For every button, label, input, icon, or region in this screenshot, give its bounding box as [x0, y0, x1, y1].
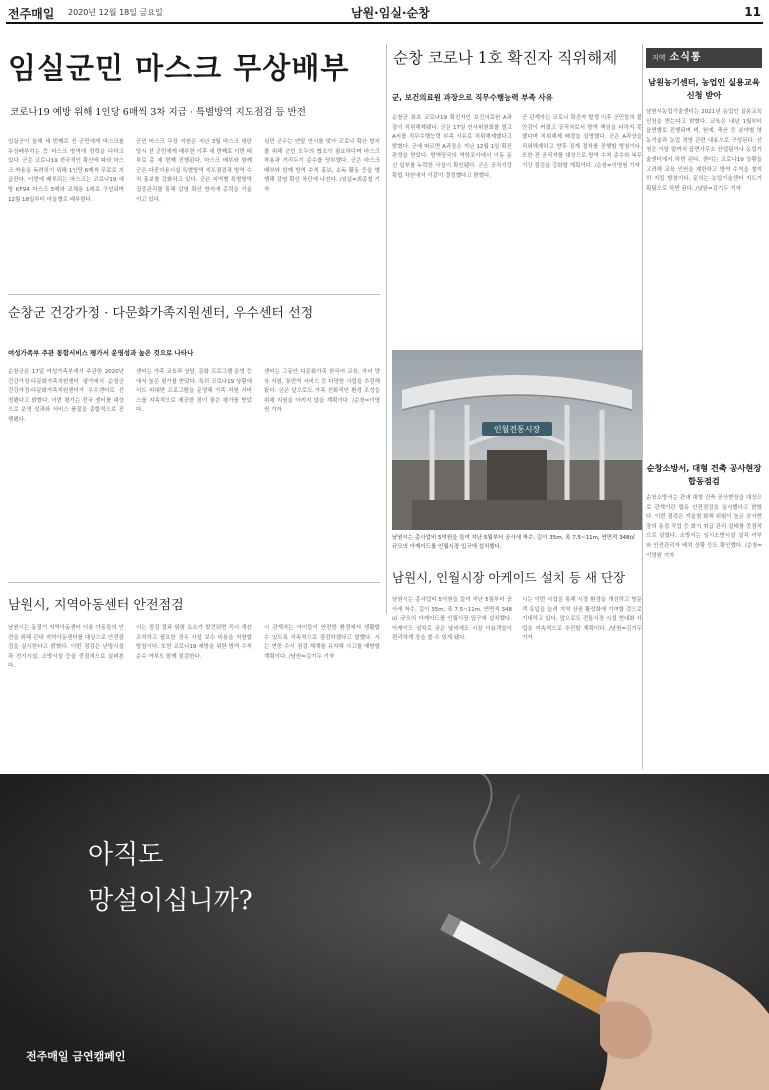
page-header: [6, 2, 763, 24]
article4-col: 시는 점검 결과 위험 요소가 발견되면 즉시 개선 조치하고 필요한 경우 시설 보수 비용을 지원할 방침이다. 또한 코로나19 예방을 위한 방역 수칙 준수 여부도 함께 점검한다.: [136, 625, 252, 660]
page-number: 11: [744, 5, 761, 19]
article1-subhead: 코로나19 예방 위해 1인당 6매씩 3차 지급 · 특별방역 지도점검 등 반전: [10, 107, 306, 118]
publication-name: 전주매일: [8, 7, 55, 21]
antismoking-ad: [0, 774, 769, 1090]
ad-line2: 망설이십니까?: [88, 886, 253, 916]
sidebar-news: [646, 48, 762, 773]
divider: [8, 294, 380, 295]
article4-col: 남원시는 동절기 지역아동센터 이용 아동들의 안전을 위해 관내 지역아동센터를 대상으로 안전점검을 실시한다고 밝혔다. 이번 점검은 난방시설과 전기시설, 소방시설 등을 중점적으로 살펴본다.: [8, 625, 124, 670]
article5-col: 시는 이번 사업을 통해 시장 환경을 개선하고 방문객 유입을 늘려 지역 상권 활성화에 기여할 것으로 기대하고 있다. 앞으로도 전통시장 시설 현대화 사업을 지속적으로 추진할 계획이다. /남원=김기두 기자: [522, 597, 642, 642]
article5-body: [392, 596, 642, 761]
market-sign: 인월전통시장: [493, 425, 541, 434]
column-rule: [386, 44, 387, 614]
article3-col: 센터는 가족 교육과 상담, 문화 프로그램 운영 등에서 높은 평가를 받았다. 특히 코로나19 상황에서도 비대면 프로그램을 운영해 가족 지원 서비스를 지속적으로 제공한 점이 좋은 평가를 받았다.: [136, 369, 252, 414]
article1-body: [8, 138, 380, 288]
article5-headline: 남원시, 인월시장 아케이드 설치 등 새 단장: [392, 570, 626, 585]
article4-col: 시 관계자는 아이들이 안전한 환경에서 생활할 수 있도록 지속적으로 점검하겠다고 말했다. 시는 연중 수시 점검 체계를 유지해 사고를 예방할 계획이다. /남원=김기두 기자: [264, 625, 380, 660]
divider: [8, 582, 380, 583]
article1-col: 임실군이 올해 세 번째로 전 군민에게 마스크를 무상배부하는 등 마스크 방역에 전력을 다하고 있다. 군은 코로나19 전국적인 확산에 따라 마스크 착용을 독려하기 위해 1인당 6매씩 무료로 지급한다. 이번에 배부되는 마스크는 코로나19 예방 KF94 마스크 5매와 교체용 1매로 구성되며 12월 18일부터 마을별로 배부한다.: [8, 139, 124, 203]
market-arcade-photo: [392, 350, 642, 530]
article4-headline: 남원시, 지역아동센터 안전점검: [8, 598, 184, 613]
article4-body: [8, 624, 380, 764]
article2-body: [392, 114, 642, 334]
sidebar-item2-title: 순창소방서, 대형 건축 공사현장 합동점검: [646, 463, 762, 486]
ad-line1: 아직도: [88, 840, 164, 870]
article1-col: 심민 군수는 연말 연시를 맞아 코로나 확산 방지를 위해 군민 모두의 협조가 필요하다며 마스크 착용과 거리두기 준수를 당부했다. 군은 마스크 배부와 함께 방역 수칙 홍보, 소독 활동 등을 병행해 감염 확산 차단에 나선다. /임실=최종철 기자: [264, 139, 380, 193]
article2-col: 군 관계자는 코로나 확진자 발생 이후 군민들의 불안감이 커졌고 공직자로서 방역 책임을 다하지 못했다며 직위해제 배경을 설명했다. 군은 A과장을 직위해제하고 향후 징계 절차를 진행할 방침이다. 또한 전 공직자를 대상으로 방역 수칙 준수와 복무 기강 점검을 강화할 계획이다. /순창=이영원 기자: [522, 115, 642, 169]
issue-date: 2020년 12월 18일 금요일: [68, 8, 163, 17]
article3-headline: 순창군 건강가정 · 다문화가족지원센터, 우수센터 선정: [8, 306, 314, 321]
sidebar-label: 지역: [652, 54, 666, 62]
sidebar-header: [646, 48, 762, 68]
sidebar-title: 소식통: [669, 52, 702, 63]
section-name: 남원·임실·순창: [351, 6, 430, 20]
article3-subhead: 여성가족부 주관 통합서비스 평가서 운영성과 높은 것으로 나타나: [8, 349, 194, 357]
sidebar-item1-title: 남원농기센터, 농업인 실용교육 신청 받아: [648, 77, 760, 100]
sidebar-item1-body: 남원시농업기술센터는 2021년 농업인 실용교육 신청을 받는다고 밝혔다. 교육은 내년 1월부터 읍면별로 진행되며 벼, 원예, 축산 등 분야별 영농기술과 농업 경영 관련 내용으로 구성된다. 신청은 이달 말까지 읍면사무소 산업팀이나 농업기술센터에서 하면 된다. 센터는 코로나19 상황을 고려해 교육 인원을 제한하고 방역 수칙을 철저히 지킬 방침이다. 문의는 농업기술센터 지도기획팀으로 하면 된다. /남원=김기두 기자: [646, 109, 762, 192]
photo-caption: 남원시는 총사업비 5억원을 들여 지난 5월부터 공사에 착수, 길이 35m, 폭 7.5~11m, 연면적 348㎡ 규모의 아케이드를 인월시장 입구에 설치했다.: [392, 535, 636, 550]
article1-headline: 임실군민 마스크 무상배부: [8, 51, 350, 85]
article2-headline: 순창 코로나 1호 확진자 직위해제: [393, 49, 618, 67]
column-rule: [642, 44, 643, 769]
article3-body: [8, 368, 380, 578]
sidebar-item2-body: 순창소방서는 관내 대형 건축 공사현장을 대상으로 관계기관 합동 안전점검을 실시했다고 밝혔다. 이번 점검은 겨울철 화재 위험이 높은 공사현장의 용접 작업 등 화기 취급 관리 실태를 중점적으로 살폈다. 소방서는 임시소방시설 설치 여부와 안전관리자 배치 상황 등도 확인했다. /순창=이영원 기자: [646, 495, 762, 559]
article3-col: 순창군은 17일 여성가족부에서 주관한 2020년 건강가정·다문화가족지원센터 평가에서 순창군 건강가정·다문화가족지원센터가 우수센터로 선정됐다고 밝혔다. 이번 평가는 전국 센터를 대상으로 운영 성과와 서비스 품질을 종합적으로 진행됐다.: [8, 369, 124, 423]
article2-subhead: 군, 보건의료원 과장으로 직무수행능력 부족 사유: [392, 93, 553, 102]
article1-col: 군민 마스크 무상 지원은 지난 3월 마스크 대란 당시 전 군민에게 배부한 이후 세 번째로 이번 배부로 총 세 번째 진행된다. 마스크 배부와 함께 군은 다중이용시설 특별방역 지도점검과 방역 수칙 홍보를 강화하고 있다. 군은 지역별 특별방역 집중관리를 통해 감염 확산 방지에 총력을 기울이고 있다.: [136, 139, 252, 203]
article2-col: 순창군 최초 코로나19 확진자인 보건의료원 A과장이 직위해제됐다. 군은 17일 인사위원회를 열고 A씨를 직무수행능력 부족 사유로 직위해제했다고 밝혔다. 군에 따르면 A과장은 지난 12월 1일 확진 판정을 받았다. 방역당국의 역학조사에서 이동 동선 일부를 누락한 사실이 확인됐다. 군은 공직기강 확립 차원에서 이같이 결정했다고 밝혔다.: [392, 115, 512, 179]
article5-col: 남원시는 총사업비 5억원을 들여 지난 5월부터 공사에 착수, 길이 35m, 폭 7.5~11m, 연면적 348㎡ 규모의 아케이드를 인월시장 입구에 설치했다. 아케이드 설치로 궂은 날씨에도 시장 이용객들이 편리하게 장을 볼 수 있게 됐다.: [392, 597, 512, 642]
ad-footer: 전주매일 금연캠페인: [26, 1050, 126, 1063]
article3-col: 센터는 그동안 다문화가족 한국어 교육, 자녀 양육 지원, 통번역 서비스 등 다양한 사업을 추진해 왔다. 군은 앞으로도 가족 친화적인 환경 조성을 위해 지원을 아끼지 않을 계획이다. /순창=이영원 기자: [264, 369, 380, 414]
